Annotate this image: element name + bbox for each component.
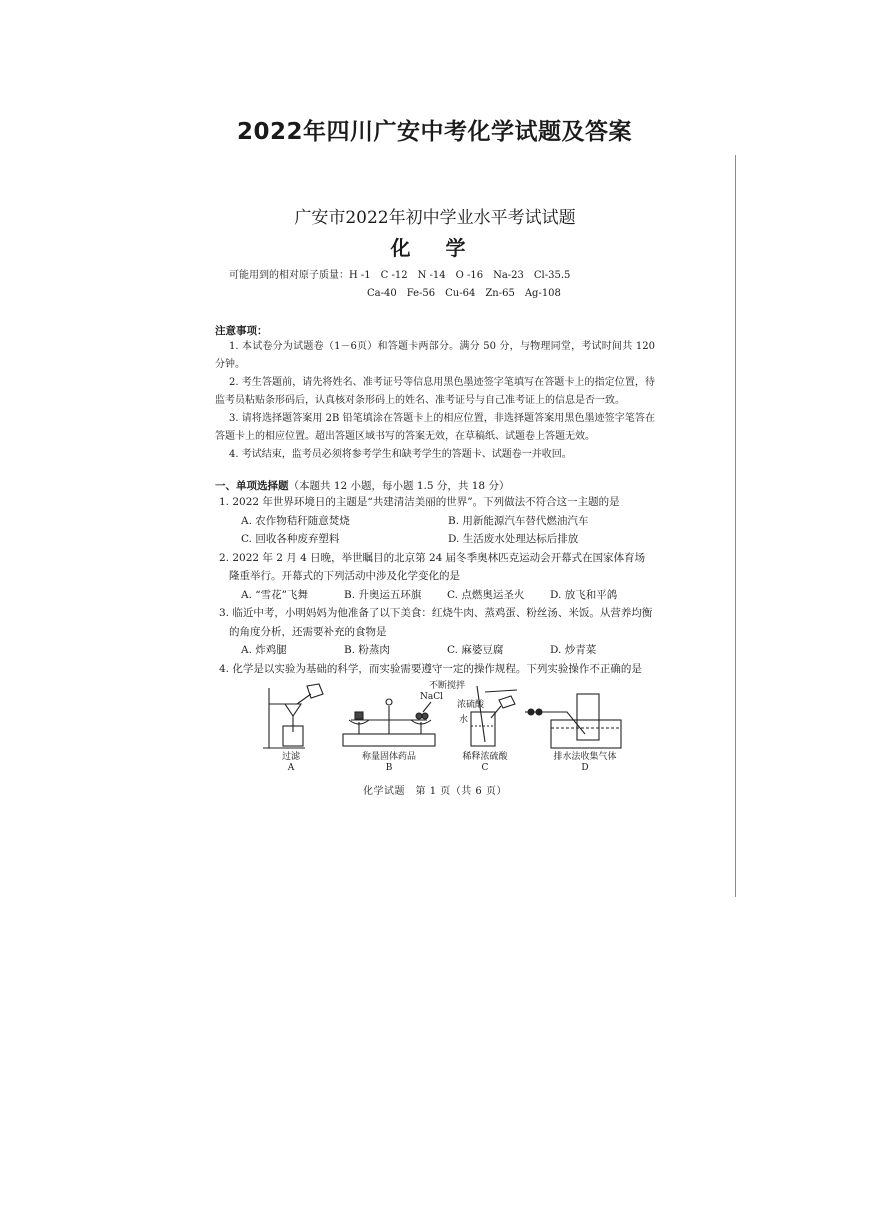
section-heading (215, 478, 655, 493)
question-stem: 1. 2022 年世界环境日的主题是“共建清洁美丽的世界”。下列做法不符合这一主题的是 (219, 496, 620, 508)
notice-item: 2. 考生答题前，请先将姓名、准考证号等信息用黑色墨迹签字笔填写在答题卡上的指定位置，待监考员粘贴条形码后，认真核对条形码上的姓名、准考证号与自己准考证上的信息是否一致。 (215, 377, 655, 406)
subject-title: 化 学 (390, 236, 480, 260)
option: A. 农作物秸秆随意焚烧 (241, 514, 350, 527)
caption-letter: D (581, 763, 589, 773)
label-nacl: NaCl (420, 692, 444, 702)
label-water: 水 (459, 715, 469, 725)
atomic-mass-line-1: 可能用到的相对原子质量：H -1 C -12 N -14 O -16 Na-23 Cl-35.5 (229, 270, 571, 281)
option: C. 点燃奥运圣火 (447, 588, 525, 601)
page-footer: 化学试题 第 1 页（共 6 页） (363, 786, 507, 797)
question-stem: 3. 临近中考，小明妈妈为他准备了以下美食：红烧牛肉、蒸鸡蛋、粉丝汤、米饭。从营养均衡的角度分析，还需要补充的食物是 (219, 607, 653, 638)
caption-letter: B (385, 763, 393, 773)
exam-title: 广安市2022年初中学业水平考试试题 (294, 208, 576, 228)
caption-letter: A (287, 763, 295, 773)
label-stir: 不断搅拌 (429, 681, 466, 691)
option: C. 回收各种废弃塑料 (241, 533, 340, 545)
section-title: 一、单项选择题 (215, 480, 289, 492)
notice-item: 3. 请将选择题答案用 2B 铅笔填涂在答题卡上的相应位置，非选择题答案用黑色墨迹签字笔答在答题卡上的相应位置。超出答题区域书写的答案无效，在草稿纸、试题卷上答题无效。 (215, 413, 655, 442)
page-title: 2022年四川广安中考化学试题及答案 (236, 119, 632, 145)
option: D. 炒青菜 (550, 644, 597, 656)
caption-letter: C (481, 763, 489, 773)
question-options (215, 586, 655, 605)
caption-a (273, 752, 309, 774)
lab-apparatus-drawing (255, 682, 635, 752)
experiment-figure (215, 682, 655, 774)
notice-item: 1. 本试卷分为试题卷（1－6页）和答题卡两部分。满分 50 分，与物理同堂，考试时间共 120 分钟。 (215, 341, 655, 370)
atomic-mass-table (215, 267, 655, 303)
caption-d (545, 752, 625, 774)
vertical-rule (735, 155, 736, 897)
question-stem: 4. 化学是以实验为基础的科学，而实验需要遵守一定的操作规程。下列实验操作不正确的是 (219, 662, 642, 675)
caption-name: 称量固体药品 (361, 752, 416, 762)
caption-c (453, 752, 517, 774)
option: A. “雪花”飞舞 (241, 588, 308, 601)
question-options (215, 530, 655, 549)
option: D. 放飞和平鸽 (550, 588, 618, 601)
question-options (215, 512, 655, 531)
option: B. 升奥运五环旗 (344, 588, 422, 601)
option: B. 用新能源汽车替代燃油汽车 (448, 514, 589, 527)
atomic-mass-line-2: Ca-40 Fe-56 Cu-64 Zn-65 Ag-108 (367, 288, 561, 299)
option: C. 麻婆豆腐 (447, 644, 504, 656)
question-stem: 2. 2022 年 2 月 4 日晚，举世瞩目的北京第 24 届冬季奥林匹克运动会开幕式在国家体育场隆重举行。开幕式的下列活动中涉及化学变化的是 (219, 551, 646, 582)
label-acid: 浓硫酸 (457, 700, 485, 710)
notice-item: 4. 考试结束，监考员必须将参考学生和缺考学生的答题卡、试题卷一并收回。 (229, 449, 572, 460)
caption-name: 排水法收集气体 (553, 752, 617, 762)
option: A. 炸鸡腿 (241, 644, 287, 656)
caption-name: 过滤 (281, 752, 300, 762)
caption-b (349, 752, 429, 774)
exam-page (215, 195, 655, 797)
section-note: （本题共 12 小题，每小题 1.5 分，共 18 分） (288, 480, 510, 492)
notice-heading: 注意事项： (215, 325, 268, 337)
option: D. 生活废水处理达标后排放 (448, 533, 579, 545)
option: B. 粉蒸肉 (344, 644, 390, 656)
question-options (215, 641, 655, 660)
caption-name: 稀释浓硫酸 (462, 752, 508, 762)
